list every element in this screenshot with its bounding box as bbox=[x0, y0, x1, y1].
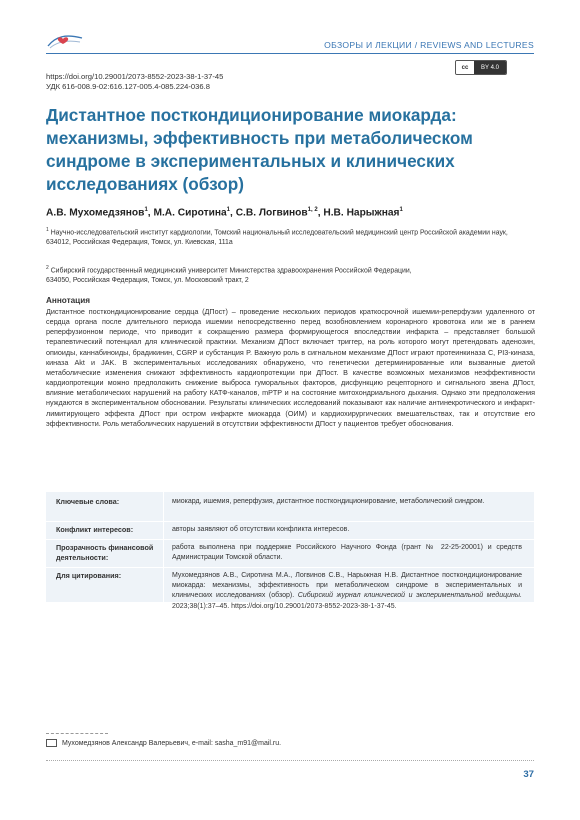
author-affil-sup: 1 bbox=[144, 207, 148, 213]
author-name: А.В. Мухомедзянов bbox=[46, 207, 145, 219]
footnote-divider bbox=[46, 733, 108, 734]
author-name: М.А. Сиротина bbox=[153, 207, 227, 219]
section-label: ОБЗОРЫ И ЛЕКЦИИ / REVIEWS AND LECTURES bbox=[324, 40, 534, 50]
article-info-box bbox=[46, 491, 534, 610]
doi-link[interactable]: https://doi.org/10.29001/2073-8552-2023-38-1-37-45 bbox=[46, 72, 224, 81]
affiliation-2 bbox=[46, 264, 526, 285]
header-divider bbox=[46, 53, 534, 54]
info-row-citation bbox=[46, 567, 534, 610]
journal-logo-icon bbox=[46, 30, 86, 52]
affiliation-1 bbox=[46, 226, 526, 247]
funding-value: работа выполнена при поддержке Российского Научного Фонда (грант № 22-25-20001) и средств Администрации Томской области. bbox=[172, 544, 522, 562]
affiliation-address: 634012, Российская Федерация, Томск, ул. Киевская, 111а bbox=[46, 238, 233, 246]
affiliation-text: Сибирский государственный медицинский университет Министерства здравоохранения Российской Федерации, bbox=[50, 267, 412, 275]
conflict-label: Конфликт интересов: bbox=[56, 525, 134, 534]
corresponding-author-footnote bbox=[46, 739, 281, 747]
envelope-icon bbox=[46, 739, 57, 747]
author-affil-sup: 1, 2 bbox=[307, 207, 318, 213]
abstract-text: Дистантное посткондиционирование сердца (ДПост) – проведение нескольких периодов краткосрочной ишемии-реперфузии удаленного от сердца органа после длительного периода ишемии непосредственно перед возобновлением коронарного кровотока или же в раннем реперфузионном периоде, что приводит к сокращению размера формирующегося впоследствии инфаркта – представляет большой терапевтический потенциал для клинической практики. Механизм ДПост включает триггер, на роль которого могут претендовать аденозин, опиоиды, каннабиноиды, брадикинин, CGRP и субстанция P. Важную роль в сигнальном механизме ДПост играют протеинкиназа C, PI3-киназа, киназа Akt и JAK. В экспериментальных исследованиях обнаружено, что генетически детерминированные или вызванные диетой метаболические изменения снижают эффективность кардиопротекции при ДПост. В качестве возможных механизмов неэффективности кардиопротекции можно предположить снижение выброса гуморальных факторов, дисфункцию рецепторного и сигнального звена ДПост, влияние метаболических нарушений на работу КАТФ-каналов, mPTP и на состояние митохондриального дыхания. Однако эти предположения нуждаются в экспериментальном обосновании. Результаты клинических исследований показывают как наличие антинекротического и инфаркт-лимитирующего эффекта ДПост при остром инфаркте миокарда (ОИМ) и кардиохирургических вмешательствах, так и отсутствие его эффективности. Роль метаболических нарушений в отсутствии эффективности ДПост у пациентов требует обоснования. bbox=[46, 307, 535, 428]
abstract-heading: Аннотация bbox=[46, 296, 91, 305]
citation-value bbox=[172, 571, 522, 612]
footnote-text[interactable]: Мухомедзянов Александр Валерьевич, e-mail: sasha_m91@mail.ru. bbox=[62, 739, 282, 747]
license-text: BY 4.0 bbox=[474, 61, 506, 74]
citation-journal: Сибирский журнал клинической и экспериментальной медицины. bbox=[297, 592, 522, 600]
author-affil-sup: 1 bbox=[226, 207, 231, 213]
conflict-value: авторы заявляют об отсутствии конфликта интересов. bbox=[172, 526, 350, 533]
affiliation-address: 634050, Российская Федерация, Томск, ул. Московский тракт, 2 bbox=[46, 276, 249, 284]
funding-label: Прозрачность финансовой деятельности: bbox=[56, 543, 154, 563]
citation-tail: 2023;38(1):37–45. https://doi.org/10.29001/2073-8552-2023-38-1-37-45. bbox=[172, 602, 397, 610]
author-affil-sup: 1 bbox=[399, 207, 403, 213]
keywords-value: миокард, ишемия, реперфузия, дистантное посткондиционирование, метаболический синдром. bbox=[172, 498, 485, 505]
keywords-label: Ключевые слова: bbox=[56, 497, 120, 506]
author-name: Н.В. Нарыжная bbox=[323, 207, 400, 219]
author-name: С.В. Логвинов bbox=[235, 207, 308, 219]
info-row-funding bbox=[46, 539, 534, 568]
info-row-keywords bbox=[46, 492, 534, 522]
license-badge[interactable] bbox=[455, 60, 507, 75]
page-header bbox=[46, 30, 534, 52]
affiliation-sup: 2 bbox=[46, 265, 49, 271]
citation-main: Мухомедзянов А.В., Сиротина М.А., Логвинов С.В., Нарыжная Н.В. Дистантное посткондиционирование миокарда: механизмы, эффективность при метаболическом синдроме в экспериментальных и клинических исследованиях (обзор). bbox=[172, 572, 522, 600]
affiliation-sup: 1 bbox=[46, 227, 49, 233]
creative-commons-icon: cc bbox=[456, 61, 474, 74]
info-row-conflict bbox=[46, 521, 534, 540]
article-title: Дистантное посткондиционирование миокарда: механизмы, эффективность при метаболическом синдроме в экспериментальных и клинических исследованиях (обзор) bbox=[46, 105, 473, 194]
citation-label: Для цитирования: bbox=[56, 571, 122, 580]
author-list: А.В. Мухомедзянов$^1$, М.А. Сиротина$^1$, С.В. Логвинов$^{1, 2}$, Н.В. Нарыжная$^1$ bbox=[46, 207, 403, 219]
page-number: 37 bbox=[523, 769, 534, 780]
affiliation-text: Научно-исследовательский институт кардиологии, Томский национальный исследовательский медицинский центр Российской академии наук, bbox=[50, 229, 508, 237]
footer-divider bbox=[46, 760, 534, 761]
udk-code: УДК 616-008.9-02:616.127-005.4-085.224-036.8 bbox=[46, 82, 210, 91]
